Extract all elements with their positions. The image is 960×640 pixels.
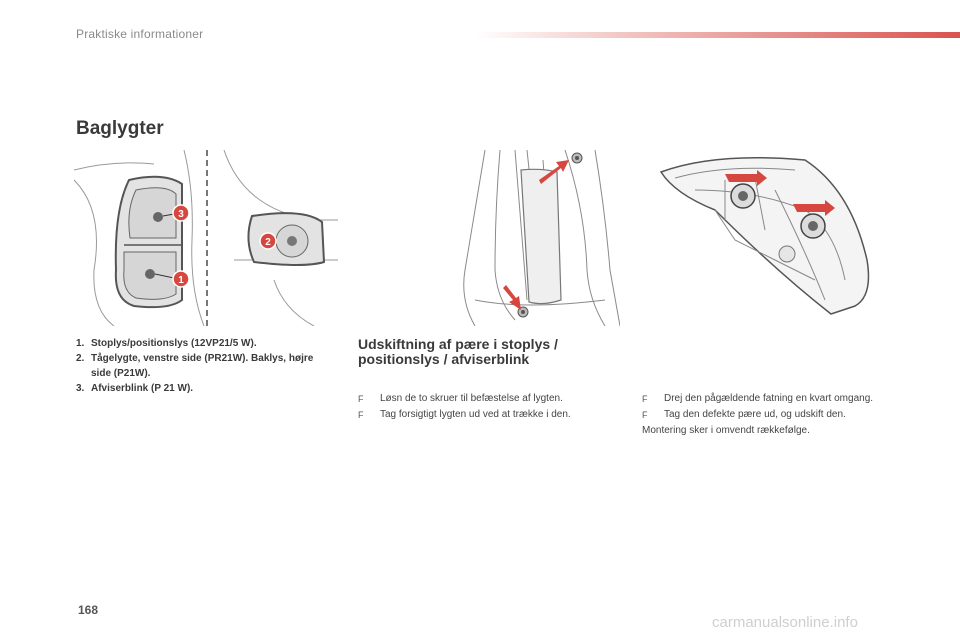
page-number: 168: [78, 603, 99, 617]
procedure-steps-right: [642, 391, 902, 439]
bulb-holders-illustration: [655, 150, 880, 320]
procedure-step: F Løsn de to skruer til befæstelse af lygten.: [358, 393, 563, 404]
legend-item: 1. Stoplys/positionslys (12VP21/5 W).: [76, 338, 257, 349]
callout-1-label: 1: [178, 275, 184, 286]
legend-item: 2. Tågelygte, venstre side (PR21W). Baklys, højre side (P21W).: [76, 353, 314, 379]
header-accent-bar: [475, 32, 960, 38]
legend-item: 3. Afviserblink (P 21 W).: [76, 383, 194, 394]
reassembly-note: Montering sker i omvendt rækkefølge.: [642, 425, 810, 436]
procedure-step: F Tag forsigtigt lygten ud ved at trække i den.: [358, 409, 571, 420]
figure-legend: [76, 336, 336, 396]
lamp-screws-illustration: [455, 150, 620, 326]
procedure-step: F Drej den pågældende fatning en kvart omgang.: [642, 393, 874, 404]
rear-lights-illustration: [74, 150, 338, 326]
procedure-title: Udskiftning af pære i stoplys / positionslys / afviserblink: [358, 336, 558, 367]
watermark: carmanualsonline.info: [712, 614, 858, 631]
section-title: Baglygter: [76, 118, 164, 139]
callout-2-label: 2: [265, 237, 271, 248]
procedure-step: F Tag den defekte pære ud, og udskift den.: [642, 409, 846, 420]
running-header: Praktiske informationer: [76, 27, 204, 41]
procedure-steps-left: [358, 391, 633, 423]
callout-3-label: 3: [178, 209, 184, 220]
